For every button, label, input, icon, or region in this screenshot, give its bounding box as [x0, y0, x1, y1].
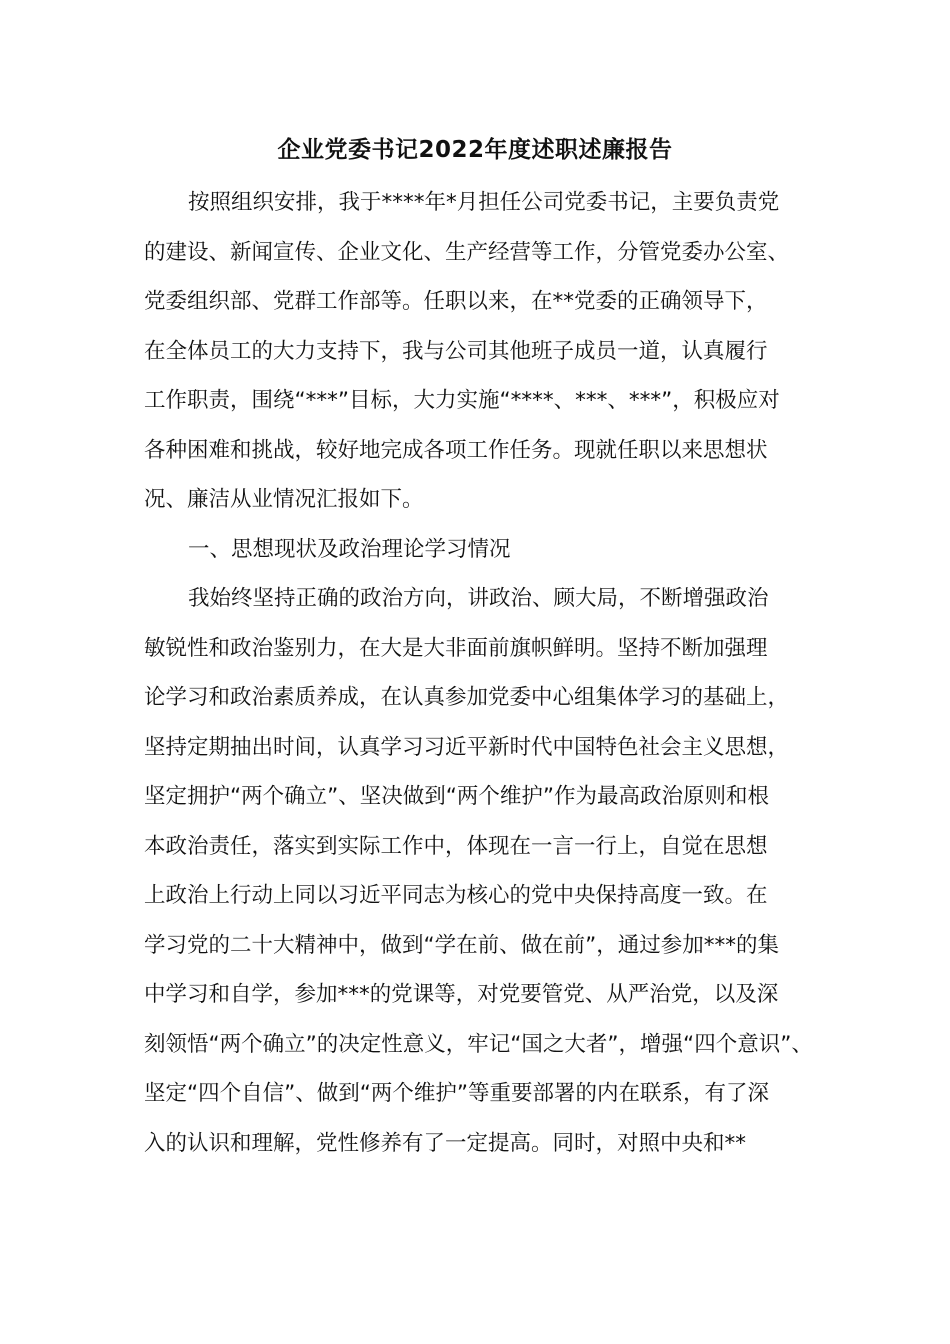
paragraph-line: 坚持定期抽出时间，认真学习习近平新时代中国特色社会主义思想， [144, 734, 790, 760]
paragraph-line: 党委组织部、党群工作部等。任职以来，在**党委的正确领导下， [144, 289, 768, 314]
paragraph-line: 刻领悟“两个确立”的决定性意义，牢记“国之大者”，增强“四个意识”、 [144, 1031, 813, 1057]
paragraph-line: 工作职责，围绕“***”目标，大力实施“****、***、***”，积极应对 [144, 388, 780, 413]
document-title: 企业党委书记2022年度述职述廉报告 [277, 137, 673, 163]
paragraph-line: 按照组织安排，我于****年*月担任公司党委书记，主要负责党 [188, 190, 780, 215]
section-heading: 一、思想现状及政治理论学习情况 [188, 536, 511, 562]
paragraph-line: 的建设、新闻宣传、企业文化、生产经营等工作，分管党委办公室、 [144, 239, 790, 265]
document-body [144, 178, 834, 1168]
paragraph-line: 中学习和自学，参加***的党课等，对党要管党、从严治党，以及深 [144, 982, 779, 1007]
paragraph-line: 上政治上行动上同以习近平同志为核心的党中央保持高度一致。在 [144, 883, 768, 908]
paragraph-line: 入的认识和理解，党性修养有了一定提高。同时，对照中央和** [144, 1130, 747, 1156]
paragraph-line: 坚定“四个自信”、做到“两个维护”等重要部署的内在联系，有了深 [144, 1081, 770, 1106]
paragraph-line: 学习党的二十大精神中，做到“学在前、做在前”，通过参加***的集 [144, 932, 780, 958]
paragraph-line: 敏锐性和政治鉴别力，在大是大非面前旗帜鲜明。坚持不断加强理 [144, 635, 768, 661]
paragraph-line: 坚定拥护“两个确立”、坚决做到“两个维护”作为最高政治原则和根 [144, 784, 770, 809]
paragraph-line: 况、廉洁从业情况汇报如下。 [144, 487, 424, 512]
paragraph-line: 我始终坚持正确的政治方向，讲政治、顾大局，不断增强政治 [188, 586, 769, 611]
paragraph-line: 本政治责任，落实到实际工作中，体现在一言一行上，自觉在思想 [144, 833, 768, 859]
paragraph-line: 在全体员工的大力支持下，我与公司其他班子成员一道，认真履行 [144, 338, 768, 364]
paragraph-line: 各种困难和挑战，较好地完成各项工作任务。现就任职以来思想状 [144, 437, 768, 463]
paragraph-line: 论学习和政治素质养成，在认真参加党委中心组集体学习的基础上， [144, 685, 790, 710]
